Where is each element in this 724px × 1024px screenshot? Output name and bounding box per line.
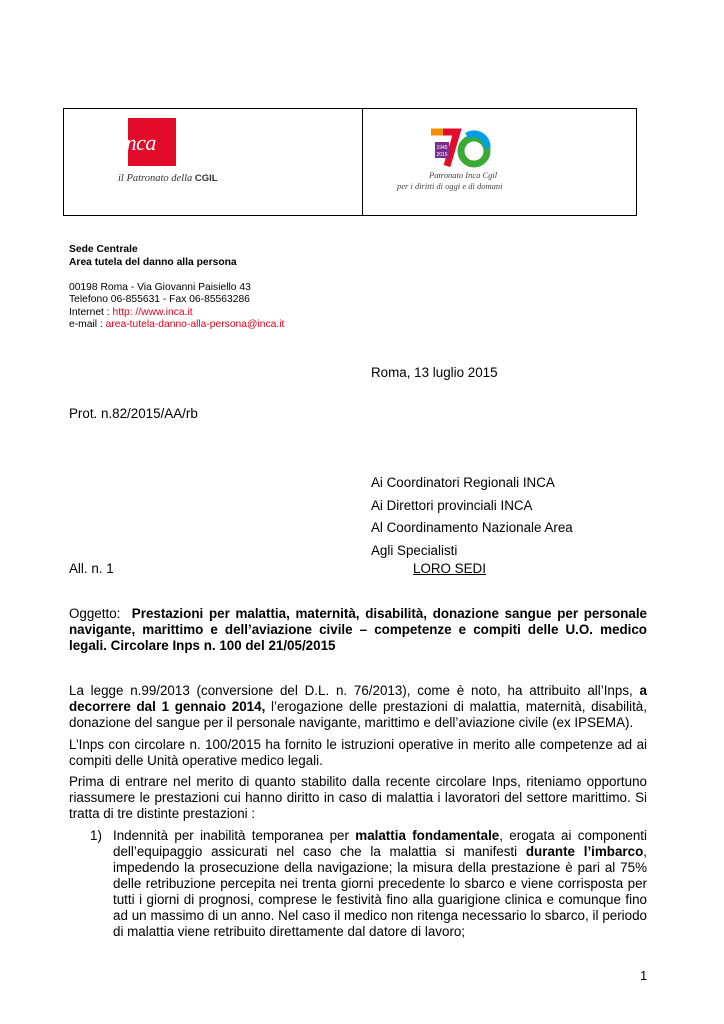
subject-line: Prestazioni per malattia, maternità, disabilità, donazione sangue per personale bbox=[131, 606, 647, 621]
office-internet: Internet : http: //www.inca.it bbox=[69, 306, 193, 318]
letterhead-divider bbox=[362, 108, 363, 216]
email-link[interactable]: area-tutela-danno-alla-persona@inca.it bbox=[105, 319, 285, 330]
office-email: e-mail : area-tutela-danno-alla-persona@inca.it bbox=[69, 319, 285, 330]
page-number: 1 bbox=[640, 968, 648, 983]
recipient-item: Al Coordinamento Nazionale Area bbox=[371, 520, 573, 535]
office-address: 00198 Roma - Via Giovanni Paisiello 43 bbox=[69, 281, 251, 293]
inca-70-anniversary-logo bbox=[395, 126, 515, 196]
office-block bbox=[69, 244, 284, 332]
recipient-item: Agli Specialisti bbox=[371, 542, 458, 558]
inca-logo bbox=[118, 118, 248, 193]
protocol-number: Prot. n.82/2015/AA/rb bbox=[69, 406, 198, 421]
paragraph-2: L’Inps con circolare n. 100/2015 ha fornito le istruzioni operative in merito alle competenze ad ai compiti delle Unità operative medico legali. bbox=[69, 737, 647, 768]
attachment-count: All. n. 1 bbox=[69, 561, 114, 576]
inca-logo-text: inca bbox=[120, 130, 156, 155]
seventy-icon bbox=[427, 126, 497, 170]
inca-logo-subtitle: il Patronato della CGIL bbox=[118, 173, 218, 184]
office-department: Area tutela del danno alla persona bbox=[69, 256, 237, 268]
subject-label: Oggetto: bbox=[69, 606, 121, 621]
badge-year-end: 2015 bbox=[436, 152, 448, 158]
inca-70-tagline: per i diritti di oggi e di domani bbox=[397, 181, 503, 191]
subject-line: navigante, marittimo e dell’aviazione civile – competenze e compiti delle U.O. medico bbox=[69, 622, 647, 637]
subject-block bbox=[69, 606, 647, 654]
inca-70-subtitle: Patronato Inca Cgil bbox=[429, 170, 498, 180]
website-link[interactable]: http: //www.inca.it bbox=[112, 306, 193, 318]
recipient-item: Ai Direttori provinciali INCA bbox=[371, 497, 533, 513]
paragraph-3: Prima di entrare nel merito di quanto stabilito dalla recente circolare Inps, riteniamo opportuno riassumere le prestazioni cui hanno diritto in caso di malattia i lavoratori del settore marittimo. Si tratta di tre distinte prestazioni : bbox=[69, 774, 647, 821]
list-item-number: 1) bbox=[90, 828, 102, 843]
badge-year-start: 1945 bbox=[436, 145, 448, 151]
subject-line: legali. Circolare Inps n. 100 del 21/05/2015 bbox=[69, 638, 336, 653]
recipients-list bbox=[371, 472, 573, 562]
letter-date: Roma, 13 luglio 2015 bbox=[371, 365, 498, 380]
office-phone: Telefono 06-855631 - Fax 06-85563286 bbox=[69, 294, 250, 305]
recipient-item: Ai Coordinatori Regionali INCA bbox=[371, 475, 555, 490]
list-item: Indennità per inabilità temporanea per malattia fondamentale, erogata ai componenti dell’equipaggio assicurati nel caso che la malattia si manifesti durante l’imbarco, impedendo la prosecuzione della navigazione; la misura della prestazione è pari al 75% delle retribuzione percepita nei trenta giorni precedente lo sbarco e viene corrisposta per tutti i giorni di prognosi, comprese le festività fino alla guarigione clinica e comunque fino ad un massimo di un anno. Nel caso il medico non ritenga necessario lo sbarco, il periodo di malattia viene retribuito direttamente dal datore di lavoro; bbox=[113, 828, 648, 939]
office-name: Sede Centrale bbox=[69, 244, 138, 255]
paragraph-1: La legge n.99/2013 (conversione del D.L. n. 76/2013), come è noto, ha attribuito all’Inps, a decorrere dal 1 gennaio 2014, l’erogazione delle prestazioni di malattia, maternità, disabilità, donazione del sangue per il personale navigante, marittimo e dell’aviazione civile (ex IPSEMA). bbox=[69, 683, 647, 730]
loro-sedi: LORO SEDI bbox=[413, 561, 486, 576]
